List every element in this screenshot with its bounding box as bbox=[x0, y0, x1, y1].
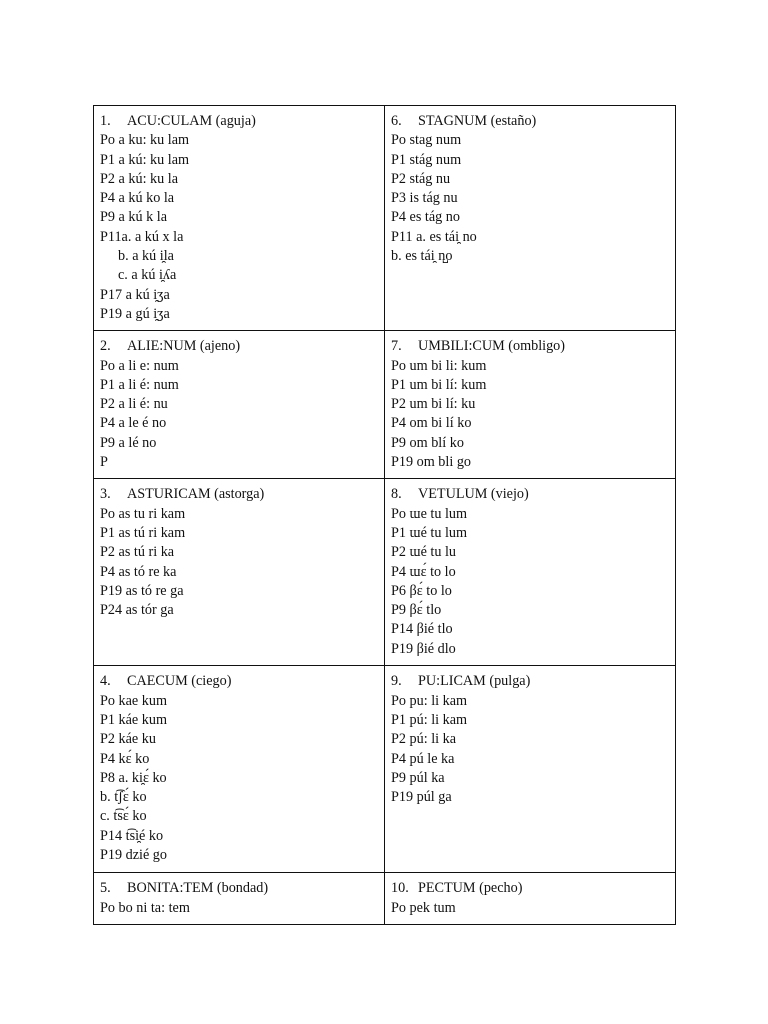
entry-form-line: Po stag num bbox=[391, 132, 462, 149]
entry-headword: PECTUM (pecho) bbox=[418, 880, 523, 897]
entry-cell bbox=[385, 873, 676, 925]
entry-headword: UMBILI:CUM (ombligo) bbox=[418, 338, 565, 355]
entry-headword: ACU:CULAM (aguja) bbox=[127, 113, 256, 129]
entry-headword: ASTURICAM (astorga) bbox=[127, 486, 265, 503]
entry-form-line: P4 om bi lí ko bbox=[391, 415, 472, 432]
entry-form-line: Po bo ni ta: tem bbox=[100, 899, 190, 916]
entry-form-line: Po um bi li: kum bbox=[391, 357, 487, 374]
entry-form-line: P1 a li é: num bbox=[100, 376, 179, 393]
entry-form-line: P2 a kú: ku la bbox=[100, 170, 179, 187]
entry-form-line: P4 ɯɛ́ to lo bbox=[391, 563, 456, 580]
entry-form-line: P4 a kú ko la bbox=[100, 190, 175, 207]
entry-title bbox=[391, 672, 667, 691]
entry-form-line: P14 βié tlo bbox=[391, 621, 453, 638]
entry-number: 3. bbox=[100, 486, 111, 503]
etymology-table-body bbox=[94, 106, 676, 925]
entry-title bbox=[391, 485, 667, 504]
table-row bbox=[94, 873, 676, 925]
entry-form-line: P bbox=[100, 454, 108, 471]
entry-cell bbox=[94, 331, 385, 479]
table-row bbox=[94, 331, 676, 479]
entry-headword: STAGNUM (estaño) bbox=[418, 113, 537, 129]
entry-form-line: P19 a gú i̯ʒa bbox=[100, 305, 170, 322]
entry-form-line: P24 as tór ga bbox=[100, 602, 174, 619]
entry-form-line: P9 a lé no bbox=[100, 434, 157, 451]
entry-form-line: P19 púl ga bbox=[391, 789, 452, 806]
entry-title bbox=[100, 672, 376, 691]
entry-form-line: P1 stág num bbox=[391, 151, 462, 168]
entry-form-line: Po a li e: num bbox=[100, 357, 179, 374]
entry-form-line: P4 a le é no bbox=[100, 415, 167, 432]
table-row bbox=[94, 666, 676, 873]
entry-number: 5. bbox=[100, 880, 111, 897]
entry-form-line: Po as tu ri kam bbox=[100, 505, 186, 522]
entry-cell bbox=[385, 479, 676, 666]
entry-number: 2. bbox=[100, 338, 111, 355]
entry-number: 1. bbox=[100, 113, 111, 129]
entry-form-line: P6 βɛ́ to lo bbox=[391, 582, 452, 599]
entry-form-line: P9 púl ka bbox=[391, 769, 445, 786]
entry-form-line: P17 a kú i̯ʒa bbox=[100, 286, 170, 303]
entry-form-line: P4 kɛ́ ko bbox=[100, 750, 150, 767]
entry-cell bbox=[385, 666, 676, 873]
entry-form-line: P2 stág nu bbox=[391, 170, 451, 187]
entry-form-line: P9 om blí ko bbox=[391, 434, 464, 451]
entry-form-line: b. a kú i̯la bbox=[118, 248, 174, 265]
entry-title bbox=[100, 112, 376, 131]
entry-headword: CAECUM (ciego) bbox=[127, 673, 232, 690]
entry-form-line: P19 βié dlo bbox=[391, 640, 456, 657]
entry-form-line: P1 pú: li kam bbox=[391, 711, 468, 728]
entry-form-line: P9 βɛ́ tlo bbox=[391, 602, 442, 619]
entry-form-line: P8 a. ki̯ɛ́ ko bbox=[100, 769, 167, 786]
entry-form-line: P4 es tág no bbox=[391, 209, 460, 226]
entry-number: 6. bbox=[391, 113, 402, 129]
entry-form-line: P19 dzié go bbox=[100, 847, 167, 864]
entry-cell bbox=[94, 106, 385, 331]
entry-headword: BONITA:TEM (bondad) bbox=[127, 880, 269, 897]
entry-title bbox=[391, 879, 667, 898]
entry-form-line: P11 a. es tái̯ no bbox=[391, 228, 477, 245]
entry-form-line: P19 as tó re ga bbox=[100, 582, 184, 599]
entry-title bbox=[100, 337, 376, 356]
entry-form-line: P2 káe ku bbox=[100, 731, 156, 748]
entry-headword: PU:LICAM (pulga) bbox=[418, 673, 531, 690]
entry-title bbox=[391, 337, 667, 356]
entry-number: 10. bbox=[391, 880, 409, 897]
entry-number: 9. bbox=[391, 673, 402, 690]
entry-title bbox=[100, 879, 376, 898]
entry-form-line: Po pu: li kam bbox=[391, 692, 468, 709]
entry-form-line: P2 a li é: nu bbox=[100, 396, 168, 413]
entry-headword: ALIE:NUM (ajeno) bbox=[127, 338, 241, 355]
entry-form-line: c. t͡sɛ́ ko bbox=[100, 808, 147, 825]
etymology-table bbox=[93, 105, 676, 925]
entry-cell bbox=[94, 479, 385, 666]
entry-cell bbox=[94, 666, 385, 873]
entry-form-line: b. es tái̯ n̺o bbox=[391, 248, 453, 265]
entry-form-line: b. t͡ʃɛ́ ko bbox=[100, 789, 147, 806]
entry-form-line: P2 ɯé tu lu bbox=[391, 544, 457, 561]
entry-headword: VETULUM (viejo) bbox=[418, 486, 529, 503]
entry-form-line: P2 as tú ri ka bbox=[100, 544, 175, 561]
entry-form-line: P9 a kú k la bbox=[100, 209, 167, 226]
entry-form-line: P1 ɯé tu lum bbox=[391, 524, 468, 541]
entry-form-line: P14 t͡si̯é ko bbox=[100, 827, 164, 844]
entry-form-line: P1 káe kum bbox=[100, 711, 167, 728]
entry-form-line: P3 is tág nu bbox=[391, 190, 458, 207]
entry-cell bbox=[94, 873, 385, 925]
entry-form-line: Po a ku: ku lam bbox=[100, 132, 190, 149]
entry-form-line: P2 pú: li ka bbox=[391, 731, 457, 748]
entry-title bbox=[100, 485, 376, 504]
entry-form-line: P11a. a kú x la bbox=[100, 228, 184, 245]
entry-form-line: P1 a kú: ku lam bbox=[100, 151, 190, 168]
entry-cell bbox=[385, 331, 676, 479]
entry-form-line: Po ɯe tu lum bbox=[391, 505, 468, 522]
entry-number: 7. bbox=[391, 338, 402, 355]
entry-form-line: P2 um bi lí: ku bbox=[391, 396, 476, 413]
entry-number: 8. bbox=[391, 486, 402, 503]
entry-form-line: P4 pú le ka bbox=[391, 750, 455, 767]
table-row bbox=[94, 106, 676, 331]
entry-form-line: P4 as tó re ka bbox=[100, 563, 177, 580]
entry-number: 4. bbox=[100, 673, 111, 690]
entry-form-line: P19 om bli go bbox=[391, 454, 472, 471]
entry-form-line: P1 um bi lí: kum bbox=[391, 376, 487, 393]
entry-form-line: Po pek tum bbox=[391, 899, 456, 916]
entry-title bbox=[391, 112, 667, 131]
entry-form-line: P1 as tú ri kam bbox=[100, 524, 186, 541]
entry-form-line: c. a kú i̯ʎa bbox=[118, 267, 177, 284]
entry-cell bbox=[385, 106, 676, 331]
table-row bbox=[94, 479, 676, 666]
entry-form-line: Po kae kum bbox=[100, 692, 167, 709]
